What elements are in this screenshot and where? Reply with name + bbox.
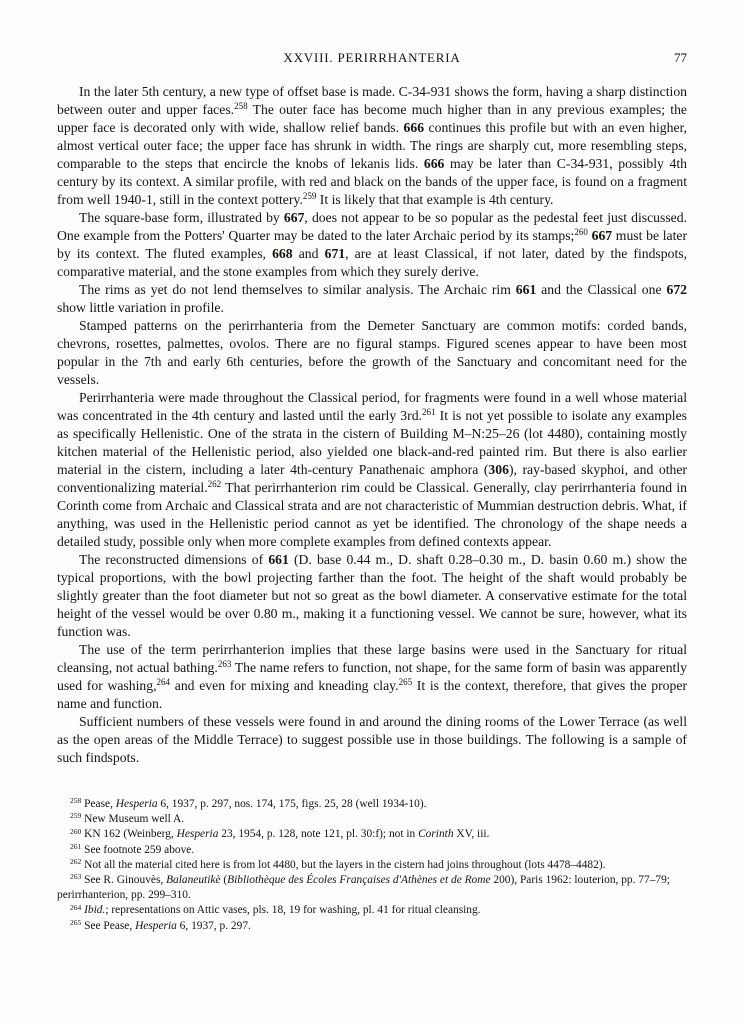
text-run: The use of the term perirrhanterion implies that these large basins were used in the Sanctuary for ritual cleansing, not actual bathing. — [57, 642, 687, 675]
footnote-ref: 262 — [207, 479, 222, 490]
text-run: The rims as yet do not lend themselves to similar analysis. The Archaic rim — [79, 282, 516, 297]
text-run: See Pease, — [81, 919, 136, 932]
paragraph — [57, 389, 687, 551]
catalogue-number: 672 — [666, 282, 687, 297]
text-run: Pease, — [81, 798, 116, 810]
text-run: XV, iii. — [453, 828, 490, 841]
paragraph — [57, 713, 687, 767]
catalogue-number: 306 — [488, 462, 509, 477]
running-title: XXVIII. PERIRRHANTERIA — [283, 50, 461, 65]
text-run: show little variation in profile. — [57, 300, 224, 315]
footnote-ref: 264 — [70, 902, 82, 912]
footnote-ref: 259 — [302, 191, 317, 202]
footnote-ref: 261 — [421, 407, 436, 418]
text-run: and even for mixing and kneading clay. — [170, 678, 399, 693]
body-text — [57, 83, 687, 767]
text-run: ; representations on Attic vases, pls. 18, 19 for washing, pl. 41 for ritual cleansing. — [105, 904, 481, 917]
footnote-ref: 264 — [156, 677, 171, 688]
text-run: , does not appear to be so popular as the pedestal feet just discussed. One example from the Potters' Quarter may be dated to the later Archaic period by its stamps; — [57, 210, 687, 243]
footnote-ref: 258 — [70, 796, 82, 806]
catalogue-number: 666 — [423, 156, 445, 171]
footnote — [57, 873, 687, 903]
italic-citation: Bibliothèque des Écoles Françaises d'Athènes et de Rome — [227, 874, 491, 887]
text-run: The reconstructed dimensions of — [79, 552, 269, 567]
footnote-ref: 258 — [234, 101, 248, 112]
footnote-ref: 259 — [70, 811, 82, 821]
text-run: Sufficient numbers of these vessels were found in and around the dining rooms of the Lower Terrace (as well as the open areas of the Middle Terrace) to suggest possible use in those buildings. The following is a sample of such findspots. — [57, 714, 687, 765]
text-run: See R. Ginouvès, — [81, 874, 167, 887]
footnote-ref: 265 — [70, 917, 82, 927]
italic-citation: Hesperia — [176, 828, 219, 841]
text-run: 23, 1954, p. 128, note 121, pl. 30:f); not in — [218, 828, 419, 841]
text-run: ), ray-based skyphoi, and other conventionalizing material. — [57, 462, 687, 495]
text-run: (D. base 0.44 m., D. shaft 0.28–0.30 m., D. basin 0.60 m.) show the typical proportions, with the bowl projecting farther than the foot. The height of the shaft would probably be slightly greater than the foot diameter but not so great as the bowl diameter. A conservative estimate for the total height of the vessel would be over 0.80 m., making it a functioning vessel. We cannot be sure, however, what its function was. — [57, 552, 687, 639]
footnote-ref: 263 — [217, 659, 232, 670]
footnotes — [57, 797, 687, 934]
italic-citation: Corinth — [418, 828, 454, 841]
catalogue-number: 661 — [515, 282, 537, 297]
text-run: 6, 1937, p. 297. — [176, 919, 251, 932]
paragraph — [57, 317, 687, 389]
text-run: and the Classical one — [536, 282, 667, 297]
text-run: Stamped patterns on the perirrhanteria from the Demeter Sanctuary are common motifs: corded bands, chevrons, rosettes, palmettes, ovolos. There are no figural stamps. Figured scenes appear to have been most popular in the 7th and early 6th centuries, before the growth of the Sanctuary and concomitant need for the vessels. — [57, 318, 687, 387]
paragraph — [57, 83, 687, 209]
text-run: New Museum well A. — [81, 813, 185, 826]
catalogue-number: 667 — [591, 228, 613, 243]
paragraph — [57, 551, 687, 641]
catalogue-number: 668 — [272, 246, 293, 261]
text-run: ( — [220, 874, 228, 887]
footnote-ref: 260 — [574, 227, 588, 238]
text-run: The name refers to function, not shape, for the same form of basin was apparently used for washing, — [57, 660, 687, 693]
text-run: , are at least Classical, if not later, dated by the findspots, comparative material, and the stone examples from which they surely derive. — [57, 246, 688, 279]
text-run: Not all the material cited here is from lot 4480, but the layers in the cistern had joins throughout (lots 4478–4482). — [81, 858, 606, 871]
catalogue-number: 671 — [324, 246, 346, 261]
paragraph — [57, 641, 687, 713]
text-run: The square-base form, illustrated by — [79, 210, 284, 225]
catalogue-number: 666 — [403, 120, 425, 135]
text-run: KN 162 (Weinberg, — [81, 828, 177, 841]
text-run: Perirrhanteria were made throughout the Classical period, for fragments were found in a well whose material was concentrated in the 4th century and lasted until the early 3rd. — [57, 390, 687, 423]
text-run: It is the context, therefore, that gives the proper name and function. — [57, 678, 688, 711]
page-header — [57, 50, 687, 68]
paragraph — [57, 281, 687, 317]
footnote-ref: 265 — [398, 677, 413, 688]
text-run: and — [292, 246, 325, 261]
text-run: may be later than C-34-931, possibly 4th century by its context. A similar profile, with red and black on the bands of the upper face, is found on a fragment from well 1940-1, still in the context pottery. — [57, 156, 687, 207]
text-run: See footnote 259 above. — [81, 843, 195, 856]
text-run: 6, 1937, p. 297, nos. 174, 175, figs. 25, 28 (well 1934-10). — [157, 798, 427, 810]
text-run: In the later 5th century, a new type of offset base is made. C-34-931 shows the form, having a sharp distinction between outer and upper faces. — [57, 84, 687, 117]
italic-citation: Hesperia — [135, 919, 177, 932]
catalogue-number: 661 — [268, 552, 289, 567]
text-run: The outer face has become much higher than in any previous examples; the upper face is decorated only with wide, shallow relief bands. — [57, 102, 688, 135]
footnote — [57, 903, 687, 918]
text-run: That perirrhanterion rim could be Classical. Generally, clay perirrhanteria found in Corinth come from Archaic and Classical strata and are not characteristic of Mummian destruction debris. What, if anything, was used in the Hellenistic period cannot as yet be identified. The chronology of the shape needs a detailed study, possible only when more complete examples from defined contexts appear. — [57, 480, 688, 549]
catalogue-number: 667 — [283, 210, 305, 225]
footnote-ref: 263 — [70, 872, 82, 882]
text-run: continues this profile but with an even higher, almost vertical outer face; the upper face has shrunk in width. The rings are sharply cut, more resembling steps, comparable to the steps that encircle the knobs of lekanis lids. — [57, 120, 688, 171]
italic-citation: Hesperia — [115, 798, 158, 810]
text-run: 200), Paris 1962: louterion, pp. 77–79; perirrhanterion, pp. 299–310. — [57, 874, 670, 902]
footnote — [57, 858, 687, 873]
text-run: It is likely that that example is 4th century. — [316, 192, 554, 207]
footnote — [57, 843, 687, 858]
footnote — [57, 797, 687, 812]
footnote-ref: 261 — [70, 841, 82, 851]
footnote — [57, 827, 687, 842]
text-run: must be later by its context. The fluted examples, — [57, 228, 688, 261]
footnote — [57, 812, 687, 827]
footnote-ref: 262 — [70, 857, 82, 867]
footnote — [57, 919, 687, 934]
text-run: It is not yet possible to isolate any examples as specifically Hellenistic. One of the strata in the cistern of Building M–N:25–26 (lot 4480), containing mostly kitchen material of the Hellenistic period, also yielded one black-and-red painted rim. But there is also earlier material in the cistern, including a later 4th-century Panathenaic amphora ( — [57, 408, 687, 477]
footnote-ref: 260 — [70, 826, 82, 836]
italic-citation: Ibid. — [84, 904, 106, 917]
italic-citation: Balaneutikè — [166, 874, 221, 887]
page-number: 77 — [674, 50, 687, 65]
paragraph — [57, 209, 687, 281]
